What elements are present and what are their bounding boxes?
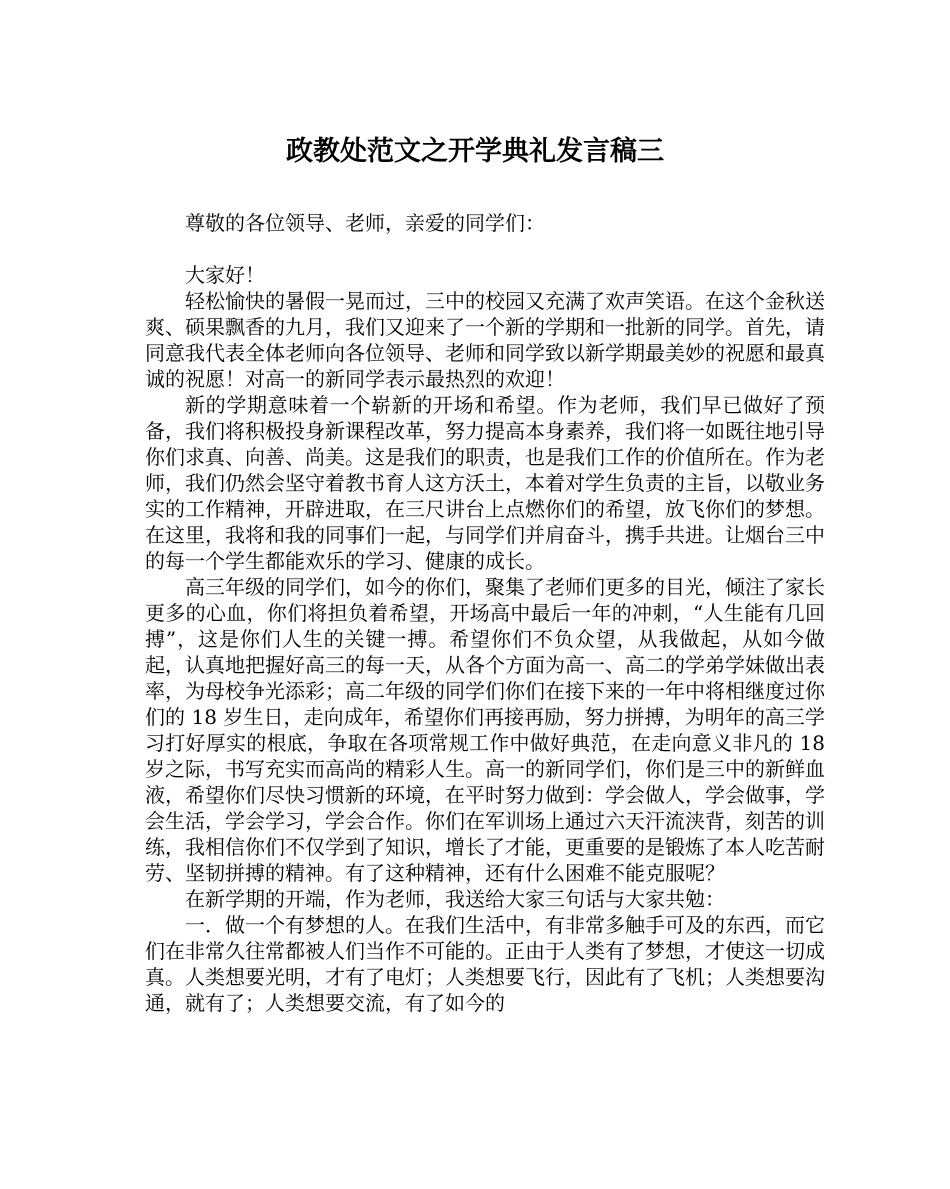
- paragraph-new-semester: 新的学期意味着一个崭新的开场和希望。作为老师，我们早已做好了预备，我们将积极投身新课程改革，努力提高本身素养，我们将一如既往地引导你们求真、向善、尚美。这是我们的职责，也是我们工作的价值所在。作为老师，我们仍然会坚守着教书育人这方沃土，本着对学生负责的主旨，以敬业务实的工作精神，开辟进取，在三尺讲台上点燃你们的希望，放飞你们的梦想。在这里，我将和我的同事们一起，与同学们并肩奋斗，携手共进。让烟台三中的每一个学生都能欢乐的学习、健康的成长。: [145, 393, 825, 573]
- paragraph-grades: 高三年级的同学们，如今的你们，聚集了老师们更多的目光，倾注了家长更多的心血，你们将担负着希望，开场高中最后一年的冲刺，“人生能有几回搏”，这是你们人生的关键一搏。希望你们不负众望，从我做起，从如今做起，认真地把握好高三的每一天，从各个方面为高一、高二的学弟学妹做出表率，为母校争光添彩；高二年级的同学们你们在接下来的一年中将相继度过你们的 18 岁生日，走向成年，希望你们再接再励，努力拼搏，为明年的高三学习打好厚实的根底，争取在各项常规工作中做好典范，在走向意义非凡的 18 岁之际，书写充实而高尚的精彩人生。高一的新同学们，你们是三中的新鲜血液，希望你们尽快习惯新的环境，在平时努力做到：学会做人，学会做事，学会生活，学会学习，学会合作。你们在军训场上通过六天汗流浃背，刻苦的训练，我相信你们不仅学到了知识，增长了才能，更重要的是锻炼了本人吃苦耐劳、坚韧拼搏的精神。有了这种精神，还有什么困难不能克服呢？: [145, 575, 825, 885]
- paragraph-intro: 轻松愉快的暑假一晃而过，三中的校园又充满了欢声笑语。在这个金秋送爽、硕果飘香的九月，我们又迎来了一个新的学期和一批新的同学。首先，请同意我代表全体老师向各位领导、老师和同学致以新学期最美妙的祝愿和最真诚的祝愿！对高一的新同学表示最热烈的欢迎！: [145, 289, 825, 391]
- salutation: 尊敬的各位领导、老师，亲爱的同学们：: [185, 211, 545, 235]
- document-body: [145, 210, 825, 1016]
- paragraph-dream: 一．做一个有梦想的人。在我们生活中，有非常多触手可及的东西，而它们在非常久往常都被人们当作不可能的。正由于人类有了梦想，才使这一切成真。人类想要光明，才有了电灯；人类想要飞行，因此有了飞机；人类想要沟通，就有了；人类想要交流，有了如今的: [145, 913, 825, 1015]
- paragraph-greeting: 大家好！: [185, 263, 265, 287]
- paragraph-three-words: 在新学期的开端，作为老师，我送给大家三句话与大家共勉：: [185, 887, 725, 911]
- page-title: 政教处范文之开学典礼发言稿三: [286, 136, 664, 167]
